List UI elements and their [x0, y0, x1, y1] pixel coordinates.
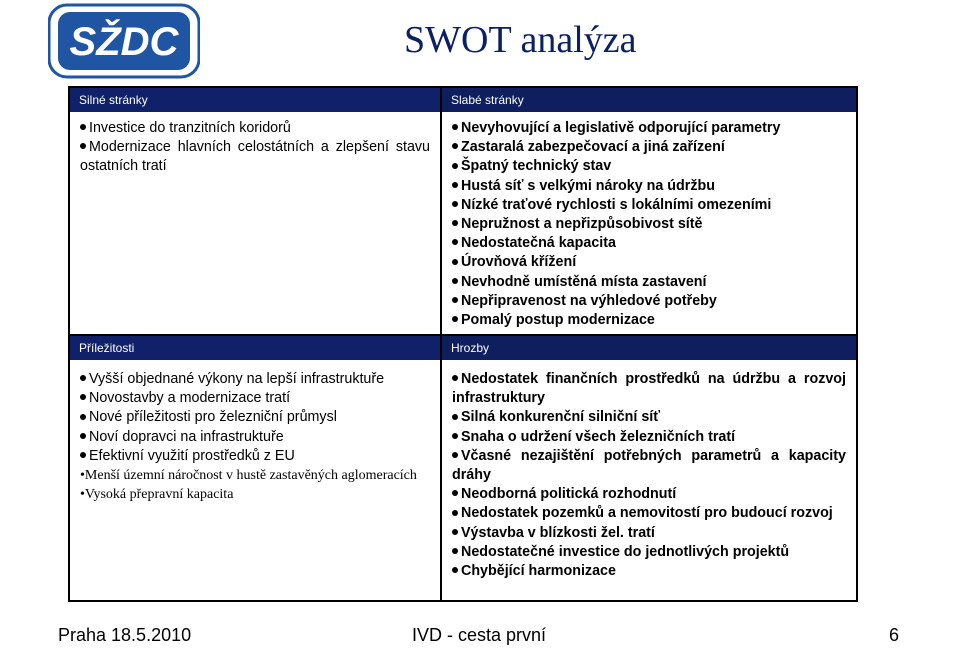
- strengths-cell: [70, 88, 440, 334]
- bullet-icon: [452, 143, 458, 149]
- bullet-icon: [452, 567, 458, 573]
- list-item: Modernizace hlavních celostátních a zlepšení stavu ostatních tratí: [80, 139, 430, 175]
- list-item: Nepřipravenost na výhledové potřeby: [452, 292, 846, 311]
- list-item: Výstavba v blízkosti žel. tratí: [452, 524, 846, 543]
- threats-list: [452, 370, 846, 581]
- list-item: Nedostatečná kapacita: [452, 234, 846, 253]
- logo-text: SŽDC: [69, 20, 179, 64]
- list-item: Zastaralá zabezpečovací a jiná zařízení: [452, 138, 846, 157]
- bullet-icon: [452, 278, 458, 284]
- bullet-icon: [452, 124, 458, 130]
- list-item: Nevhodně umístěná místa zastavení: [452, 273, 846, 292]
- opportunities-list: [80, 370, 430, 504]
- bullet-icon: [80, 414, 86, 420]
- bullet-icon: [452, 201, 458, 207]
- swot-table: [68, 86, 858, 602]
- bullet-icon: [80, 375, 86, 381]
- list-item: Chybějící harmonizace: [452, 562, 846, 581]
- bullet-icon: [452, 414, 458, 420]
- bullet-icon: [452, 182, 458, 188]
- opportunities-cell: [70, 334, 440, 600]
- list-item: Nedostatek pozemků a nemovitostí pro budoucí rozvoj: [452, 504, 846, 523]
- list-item: Hustá síť s velkými nároky na údržbu: [452, 177, 846, 196]
- bullet-icon: [452, 548, 458, 554]
- bullet-icon: [452, 239, 458, 245]
- list-item: Efektivní využití prostředků z EU: [80, 447, 430, 466]
- footer-title: IVD - cesta první: [412, 625, 547, 645]
- list-item: Novostavby a modernizace tratí: [80, 389, 430, 408]
- threats-cell: [440, 334, 856, 600]
- list-item: Nevyhovující a legislativě odporující parametry: [452, 119, 846, 138]
- list-item: Nové příležitosti pro železniční průmysl: [80, 408, 430, 427]
- bullet-icon: [452, 490, 458, 496]
- bullet-icon: [452, 297, 458, 303]
- list-item: Snaha o udržení všech železničních tratí: [452, 428, 846, 447]
- list-item: Nedostatečné investice do jednotlivých projektů: [452, 543, 846, 562]
- bullet-icon: [452, 220, 458, 226]
- bullet-icon: [452, 375, 458, 381]
- szdc-logo: [48, 2, 200, 80]
- list-item: •Vysoká přepravní kapacita: [80, 487, 234, 503]
- list-item: Nedostatek finančních prostředků na údržbu a rozvoj infrastruktury: [452, 371, 846, 407]
- list-item: Vyšší objednané výkony na lepší infrastruktuře: [80, 370, 430, 389]
- list-item: Investice do tranzitních koridorů: [80, 119, 430, 138]
- bullet-icon: [80, 433, 86, 439]
- bullet-icon: [452, 510, 458, 516]
- opportunities-header: Příležitosti: [70, 336, 440, 360]
- bullet-icon: [80, 124, 86, 130]
- bullet-icon: [452, 163, 458, 169]
- list-item: •Menší územní náročnost v hustě zastavěných aglomeracích: [80, 468, 417, 484]
- bullet-icon: [452, 433, 458, 439]
- list-item: Nízké traťové rychlosti s lokálními omezeními: [452, 196, 846, 215]
- weaknesses-list: [452, 119, 846, 330]
- weaknesses-cell: [440, 88, 856, 334]
- bullet-icon: [80, 452, 86, 458]
- list-item: Noví dopravci na infrastruktuře: [80, 428, 430, 447]
- list-item: Neodborná politická rozhodnutí: [452, 485, 846, 504]
- list-item: Špatný technický stav: [452, 157, 846, 176]
- list-item: Pomalý postup modernizace: [452, 311, 846, 330]
- page-title: SWOT analýza: [404, 19, 637, 61]
- bullet-icon: [80, 143, 86, 149]
- page-number: 6: [889, 625, 900, 645]
- strengths-header: Silné stránky: [70, 88, 440, 112]
- strengths-list: [80, 119, 430, 177]
- threats-header: Hrozby: [442, 336, 856, 360]
- list-item: Včasné nezajištění potřebných parametrů a kapacity dráhy: [452, 447, 846, 484]
- list-item: Silná konkurenční silniční síť: [452, 408, 846, 427]
- list-item: Úrovňová křížení: [452, 253, 846, 272]
- bullet-icon: [452, 529, 458, 535]
- weaknesses-header: Slabé stránky: [442, 88, 856, 112]
- list-item: Nepružnost a nepřizpůsobivost sítě: [452, 215, 846, 234]
- footer-date: Praha 18.5.2010: [58, 625, 192, 645]
- bullet-icon: [452, 259, 458, 265]
- bullet-icon: [452, 452, 458, 458]
- bullet-icon: [80, 394, 86, 400]
- bullet-icon: [452, 316, 458, 322]
